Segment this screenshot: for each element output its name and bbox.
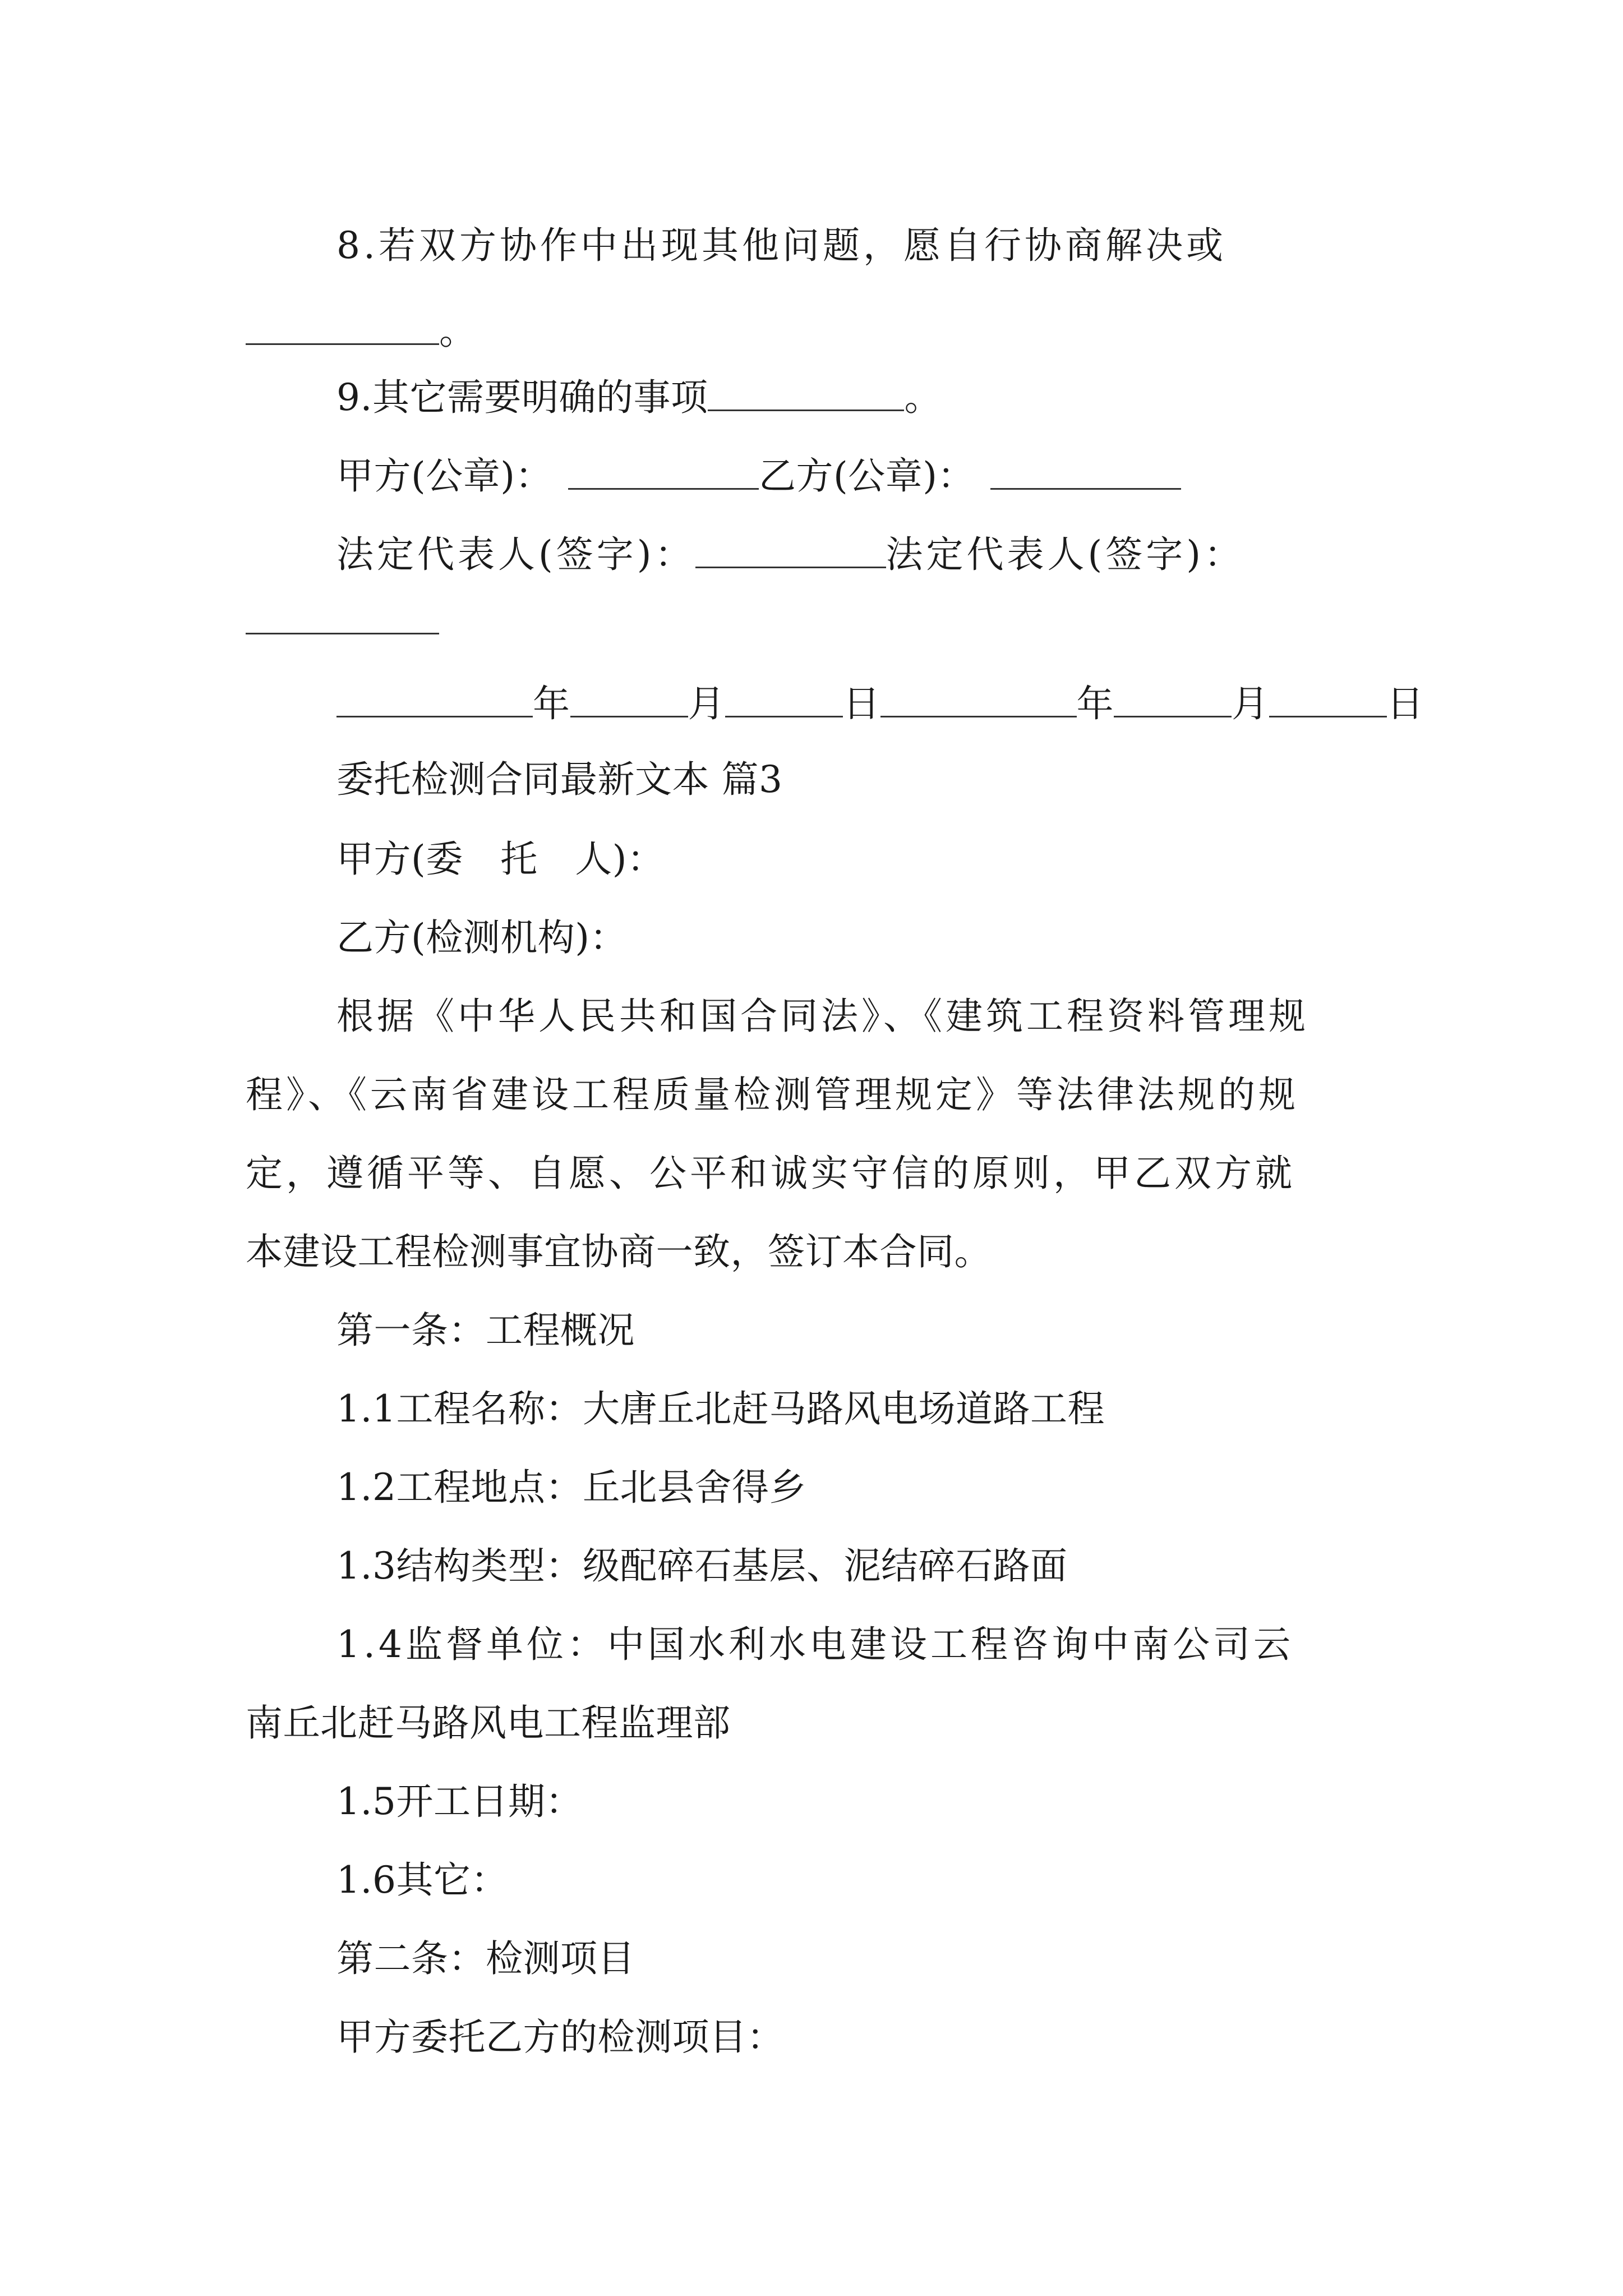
preamble-line-1: 根据《中华人民共和国合同法》、《建筑工程资料管理规 bbox=[336, 995, 1309, 1038]
article-1-item-3: 1.3结构类型：级配碎石基层、泥结碎石路面 bbox=[336, 1544, 1068, 1588]
article-1-item-1: 1.1工程名称：大唐丘北赶马路风电场道路工程 bbox=[336, 1387, 1105, 1430]
preamble-line-3: 定，遵循平等、自愿、公平和诚实守信的原则，甲乙双方就 bbox=[246, 1152, 1295, 1195]
fill-blank bbox=[695, 531, 886, 568]
party-a-line: 甲方(委 托 人)： bbox=[336, 838, 665, 881]
seal-line bbox=[336, 451, 1391, 496]
fill-blank bbox=[708, 374, 904, 411]
fill-blank bbox=[1269, 680, 1387, 717]
date-line bbox=[336, 679, 1424, 725]
article-1-item-4-line-1: 1.4监督单位：中国水利水电建设工程咨询中南公司云 bbox=[336, 1623, 1294, 1666]
item-8-tail: 。 bbox=[439, 310, 477, 353]
fill-blank bbox=[1114, 680, 1232, 717]
item-9-tail: 。 bbox=[904, 376, 942, 419]
fill-blank bbox=[246, 633, 439, 634]
fill-blank bbox=[725, 680, 843, 717]
fill-blank bbox=[880, 680, 1077, 717]
party-a-rep-label: 法定代表人(签字)： bbox=[336, 533, 695, 576]
fill-blank bbox=[570, 680, 688, 717]
year-label: 年 bbox=[533, 682, 570, 725]
article-1-title: 第一条：工程概况 bbox=[336, 1309, 635, 1352]
representative-line bbox=[336, 530, 1391, 574]
fill-blank bbox=[990, 452, 1181, 490]
fill-blank bbox=[568, 452, 759, 490]
article-2-intro: 甲方委托乙方的检测项目： bbox=[336, 2016, 784, 2059]
article-2-title: 第二条：检测项目 bbox=[336, 1937, 635, 1980]
item-8-line-2 bbox=[246, 306, 1384, 351]
day-label: 日 bbox=[843, 682, 880, 725]
preamble-line-4: 本建设工程检测事宜协商一致，签订本合同。 bbox=[246, 1230, 992, 1273]
article-1-item-6: 1.6其它： bbox=[336, 1858, 508, 1902]
article-1-item-5: 1.5开工日期： bbox=[336, 1780, 583, 1823]
party-b-seal-label: 乙方(公章)： bbox=[759, 454, 975, 498]
fill-blank bbox=[336, 680, 533, 717]
fill-blank bbox=[246, 307, 439, 345]
item-8-line-1 bbox=[336, 223, 1391, 268]
section-title: 委托检测合同最新文本 篇3 bbox=[336, 758, 783, 801]
item-9-line bbox=[336, 372, 1391, 417]
party-b-rep-label: 法定代表人(签字)： bbox=[886, 533, 1244, 576]
article-1-item-2: 1.2工程地点：丘北县舍得乡 bbox=[336, 1466, 806, 1509]
item-8-text: 8.若双方协作中出现其他问题，愿自行协商解决或 bbox=[336, 224, 1227, 267]
month-label: 月 bbox=[688, 682, 725, 725]
party-a-seal-label: 甲方(公章)： bbox=[336, 454, 552, 498]
month-label: 月 bbox=[1232, 682, 1269, 725]
party-b-line: 乙方(检测机构)： bbox=[336, 916, 627, 959]
item-9-text: 9.其它需要明确的事项 bbox=[336, 376, 708, 419]
day-label: 日 bbox=[1386, 682, 1424, 725]
year-label: 年 bbox=[1076, 682, 1114, 725]
article-1-item-4-line-2: 南丘北赶马路风电工程监理部 bbox=[246, 1701, 731, 1745]
preamble-line-2: 程》、《云南省建设工程质量检测管理规定》等法律法规的规 bbox=[246, 1073, 1299, 1116]
